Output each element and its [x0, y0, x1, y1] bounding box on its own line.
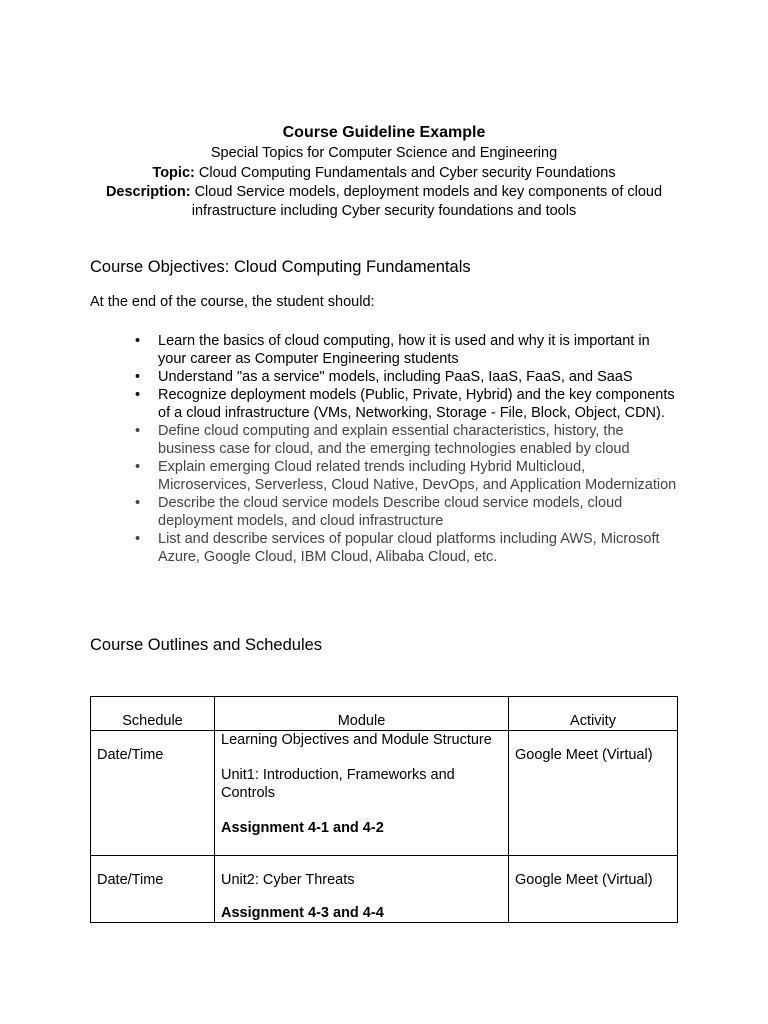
table-row [91, 731, 678, 856]
module-assignment: Assignment 4-3 and 4-4 [221, 905, 384, 921]
schedule-cell: Date/Time [91, 856, 215, 923]
bullet-icon: • [135, 423, 141, 439]
objectives-list [135, 332, 680, 566]
bullet-icon: • [135, 369, 141, 385]
bullet-icon: • [135, 459, 141, 475]
table-header-row [91, 697, 678, 731]
topic-value: Cloud Computing Fundamentals and Cyber security Foundations [198, 165, 616, 181]
outlines-heading: Course Outlines and Schedules [90, 636, 323, 654]
header-module: Module [215, 697, 509, 731]
title-block [0, 122, 768, 221]
bullet-icon: • [135, 531, 141, 547]
objective-item: • Understand "as a service" models, including PaaS, IaaS, FaaS, and SaaS [135, 369, 633, 385]
module-line: Unit2: Cyber Threats [221, 872, 355, 888]
module-line: Learning Objectives and Module Structure [221, 732, 492, 748]
objectives-heading: Course Objectives: Cloud Computing Fundamentals [90, 258, 471, 276]
activity-cell: Google Meet (Virtual) [509, 856, 678, 923]
module-cell [215, 856, 509, 923]
schedule-cell: Date/Time [91, 731, 215, 856]
objective-item: • Define cloud computing and explain essential characteristics, history, the business case for cloud, and the emerging technologies enabled by cloud [135, 423, 630, 457]
objective-item: • Explain emerging Cloud related trends including Hybrid Multicloud, Microservices, Serverless, Cloud Native, DevOps, and Application Modernization [135, 459, 677, 493]
bullet-icon: • [135, 387, 141, 403]
bullet-icon: • [135, 333, 141, 349]
description-value-1: Cloud Service models, deployment models and key components of cloud [194, 184, 663, 200]
topic-label: Topic: [152, 165, 195, 181]
objective-item: • Learn the basics of cloud computing, how it is used and why it is important in your career as Computer Engineering students [135, 333, 650, 367]
document-title: Course Guideline Example [282, 124, 486, 141]
module-line: Unit1: Introduction, Frameworks and Controls [221, 767, 455, 801]
activity-cell: Google Meet (Virtual) [509, 731, 678, 856]
schedule-table [90, 696, 678, 923]
description-label: Description: [105, 184, 191, 200]
header-schedule: Schedule [91, 697, 215, 731]
header-activity: Activity [509, 697, 678, 731]
topic-line [0, 163, 768, 183]
course-subtitle: Special Topics for Computer Science and Engineering [210, 145, 558, 161]
module-assignment: Assignment 4-1 and 4-2 [221, 820, 384, 836]
objective-item: • List and describe services of popular cloud platforms including AWS, Microsoft Azure, Google Cloud, IBM Cloud, Alibaba Cloud, etc. [135, 531, 660, 565]
bullet-icon: • [135, 495, 141, 511]
description-line-2: infrastructure including Cyber security foundations and tools [191, 203, 577, 219]
table-row [91, 856, 678, 923]
objective-item: • Recognize deployment models (Public, Private, Hybrid) and the key components of a cloud infrastructure (VMs, Networking, Storage - File, Block, Object, CDN). [135, 387, 675, 421]
objective-item: • Describe the cloud service models Describe cloud service models, cloud deployment models, and cloud infrastructure [135, 495, 623, 529]
objectives-intro: At the end of the course, the student should: [90, 294, 375, 310]
module-cell [215, 731, 509, 856]
description-line-1 [84, 183, 684, 202]
